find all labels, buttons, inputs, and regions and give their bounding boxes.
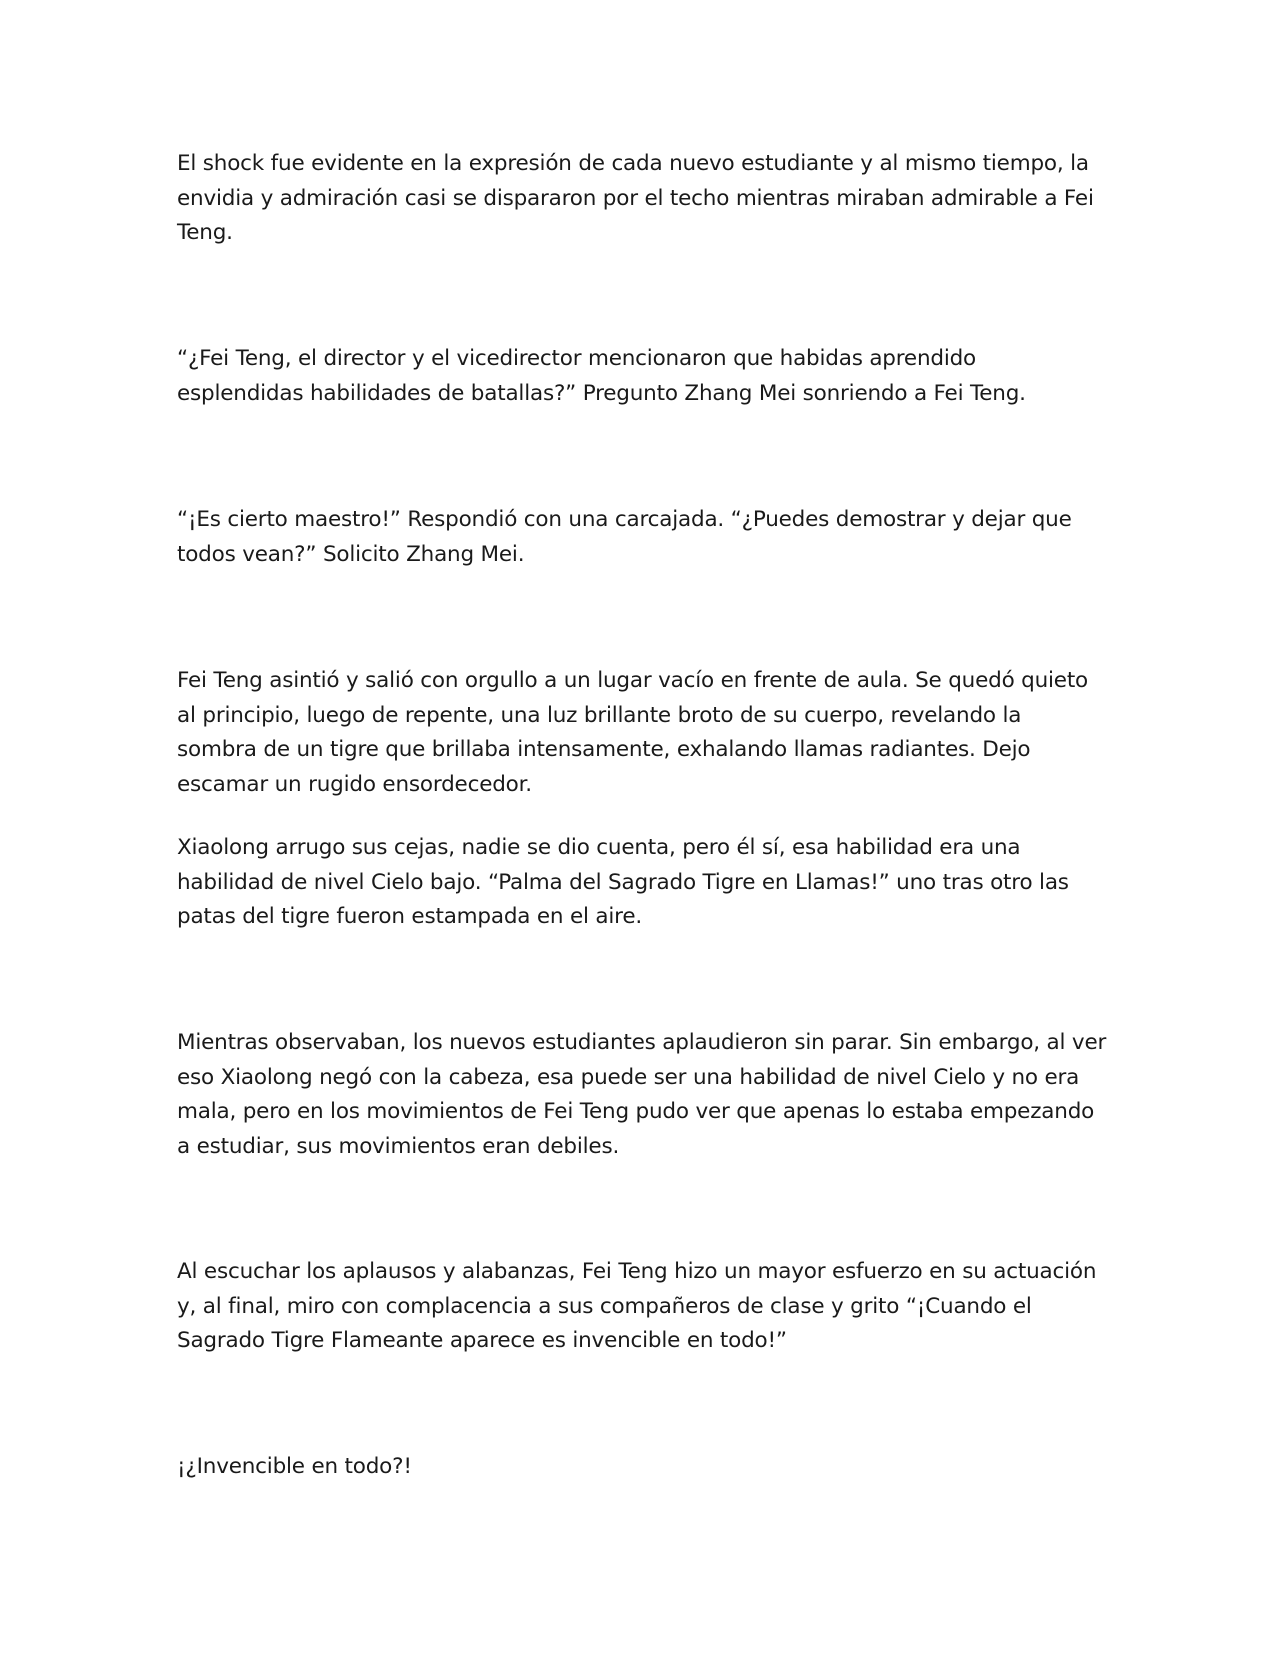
paragraph-5: Xiaolong arrugo sus cejas, nadie se dio cuenta, pero él sí, esa habilidad era una habilidad de nivel Cielo bajo. “Palma del Sagrado Tigre en Llamas!” uno tras otro las patas del tigre fueron estampada en el aire. [177, 835, 1069, 929]
paragraph-8: ¡¿Invencible en todo?! [177, 1454, 412, 1479]
paragraph-4: Fei Teng asintió y salió con orgullo a un lugar vacío en frente de aula. Se quedó quieto al principio, luego de repente, una luz brillante broto de su cuerpo, revelando la sombra de un tigre que brillaba intensamente, exhalando llamas radiantes. Dejo escamar un rugido ensordecedor. [177, 668, 1089, 797]
paragraph-7: Al escuchar los aplausos y alabanzas, Fei Teng hizo un mayor esfuerzo en su actuación y, al final, miro con complacencia a sus compañeros de clase y grito “¡Cuando el Sagrado Tigre Flameante aparece es invencible en todo!” [177, 1259, 1097, 1353]
paragraph-3: “¡Es cierto maestro!” Respondió con una carcajada. “¿Puedes demostrar y dejar que todos vean?” Solicito Zhang Mei. [177, 507, 1072, 567]
paragraph-1: El shock fue evidente en la expresión de cada nuevo estudiante y al mismo tiempo, la envidia y admiración casi se dispararon por el techo mientras miraban admirable a Fei Teng. [177, 151, 1094, 245]
paragraph-6: Mientras observaban, los nuevos estudiantes aplaudieron sin parar. Sin embargo, al ver eso Xiaolong negó con la cabeza, esa puede ser una habilidad de nivel Cielo y no era mala, pero en los movimientos de Fei Teng pudo ver que apenas lo estaba empezando a estudiar, sus movimientos eran debiles. [177, 1030, 1107, 1159]
paragraph-2: “¿Fei Teng, el director y el vicedirector mencionaron que habidas aprendido esplendidas habilidades de batallas?” Pregunto Zhang Mei sonriendo a Fei Teng. [177, 346, 1026, 406]
